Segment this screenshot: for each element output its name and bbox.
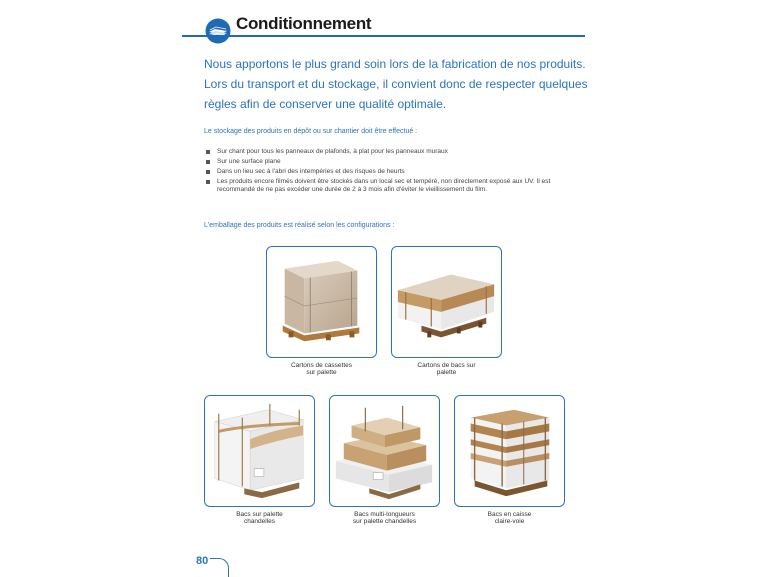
packaging-image-cassette-cartons (266, 246, 377, 358)
packaging-caption (454, 511, 565, 525)
caption-line: claire-voie (494, 518, 525, 525)
list-item-text: Sur chant pour tous les panneaux de plafonds, à plat pour les panneaux muraux (217, 148, 448, 155)
packaging-image-multi-length-trays (329, 395, 440, 507)
intro-line: Nous apportons le plus grand soin lors de la fabrication de nos produits. (204, 57, 586, 71)
page-title: Conditionnement (236, 14, 372, 33)
caption-line: sur palette (306, 369, 337, 376)
intro-paragraph (204, 54, 589, 114)
storage-bullet-list (204, 148, 574, 196)
list-item (204, 158, 574, 166)
list-item (204, 178, 574, 193)
packaging-image-crate (454, 395, 565, 507)
list-item (204, 148, 574, 156)
packaging-caption (391, 362, 502, 376)
list-item-text: Sur une surface plane (217, 158, 281, 165)
caption-line: palette (436, 369, 457, 376)
intro-line: Lors du transport et du stockage, il convient donc de respecter quelques (204, 77, 588, 91)
packaging-caption (204, 511, 315, 525)
caption-line: Bacs multi-longueurs (354, 511, 415, 518)
bullet-square-icon (206, 160, 210, 164)
caption-line: chandelles (243, 518, 276, 525)
packaging-caption (329, 511, 440, 525)
packaging-image-trays-candle-pallet (204, 395, 315, 507)
page-number: 80 (196, 555, 209, 567)
list-item-text: Les produits encore filmés doivent être stockés dans un local sec et tempéré, non directement exposé aux UV. Il est recommandé de ne pas excéder une durée de 2 à 3 mois afin d'éviter le vieillissement du film. (217, 178, 551, 193)
caption-line: sur palette chandelles (352, 518, 417, 525)
wrapped-trays-pallet-icon (205, 396, 314, 506)
list-item-text: Dans un lieu sec à l'abri des intempéries et des risques de heurts (217, 168, 405, 175)
page-corner-decoration (210, 558, 229, 577)
caption-line: Bacs en caisse (487, 511, 532, 518)
storage-label: Le stockage des produits en dépôt ou sur chantier doit être effectué : (204, 128, 418, 135)
bullet-square-icon (206, 150, 210, 154)
caption-line: Bacs sur palette (236, 511, 283, 518)
stepped-trays-pallet-icon (330, 396, 439, 506)
corrugated-panel-logo-icon (205, 18, 231, 44)
intro-line: règles afin de conserver une qualité optimale. (204, 97, 447, 111)
packaging-caption (266, 362, 377, 376)
caption-line: Cartons de bacs sur (417, 362, 476, 369)
title-underline (182, 35, 585, 37)
list-item (204, 168, 574, 176)
cardboard-box-pallet-icon (267, 247, 376, 357)
bullet-square-icon (206, 170, 210, 174)
caption-line: Cartons de cassettes (290, 362, 353, 369)
bullet-square-icon (206, 180, 210, 184)
long-carton-pallet-icon (392, 247, 501, 357)
packaging-label: L'emballage des produits est réalisé selon les configurations : (204, 222, 395, 229)
packaging-image-tray-cartons (391, 246, 502, 358)
wooden-crate-pallet-icon (455, 396, 564, 506)
